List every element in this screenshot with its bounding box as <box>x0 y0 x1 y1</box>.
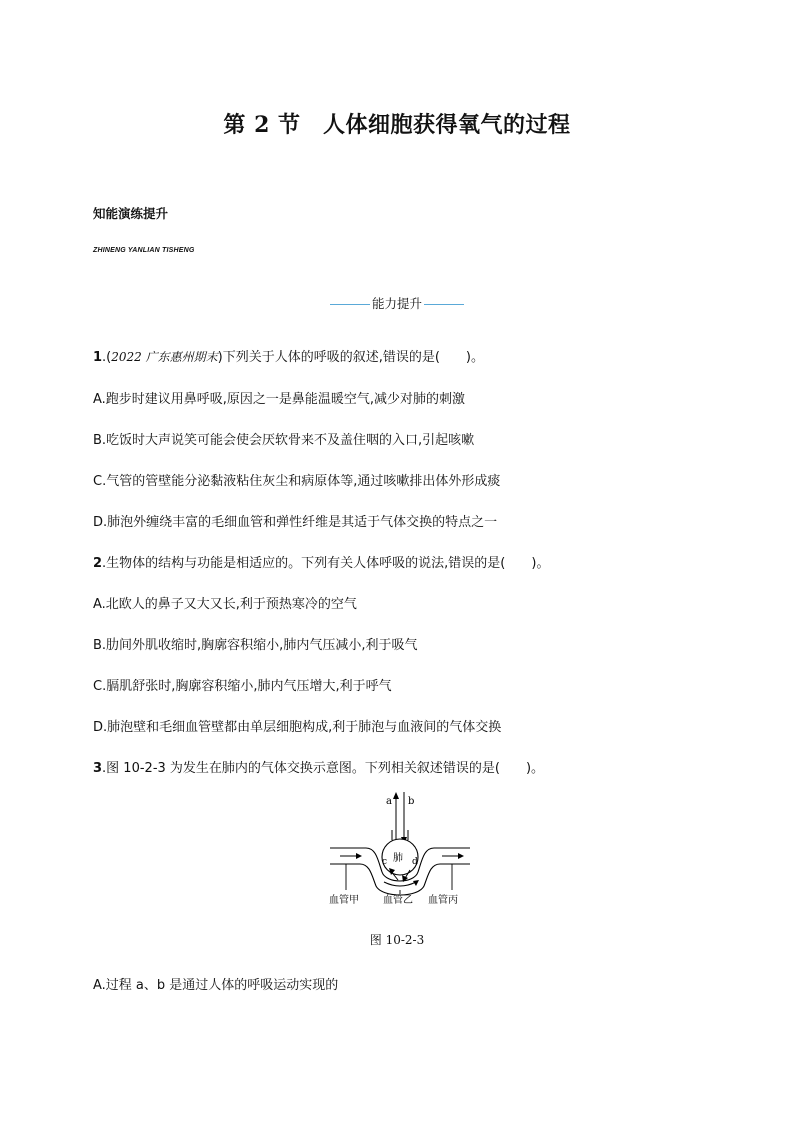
label-alveolus: 肺 <box>393 853 403 864</box>
question-3-option-a: A.过程 a、b 是通过人体的呼吸运动实现的 <box>93 978 339 993</box>
divider-line-left <box>330 304 370 305</box>
label-vessel-3: 血管丙 <box>428 895 458 906</box>
divider-line-right <box>424 304 464 305</box>
question-1-option-b: B.吃饭时大声说笑可能会使会厌软骨来不及盖住咽的入口,引起咳嗽 <box>93 433 475 448</box>
label-b: b <box>408 796 415 807</box>
question-2-option-a: A.北欧人的鼻子又大又长,利于预热寒冷的空气 <box>93 597 357 612</box>
question-1-option-c: C.气管的管壁能分泌黏液粘住灰尘和病原体等,通过咳嗽排出体外形成痰 <box>93 474 501 489</box>
page-title: 第 2 节 人体细胞获得氧气的过程 <box>223 112 571 138</box>
question-1-option-a: A.跑步时建议用鼻呼吸,原因之一是鼻能温暖空气,减少对肺的刺激 <box>93 392 466 407</box>
arrow-a-head <box>393 792 399 799</box>
section-pinyin: ZHINENG YANLIAN TISHENG <box>93 247 195 254</box>
question-number: 3 <box>93 761 103 776</box>
divider-heading <box>0 294 794 312</box>
label-c: c <box>382 857 388 867</box>
flow-arrow-bottom <box>384 882 416 886</box>
question-1-stem: 1.(2022 广东惠州期末)下列关于人体的呼吸的叙述,错误的是( )。 <box>93 350 484 365</box>
label-a: a <box>386 796 392 807</box>
question-number: 2 <box>93 556 103 571</box>
question-2-stem: 2.生物体的结构与功能是相适应的。下列有关人体呼吸的说法,错误的是( )。 <box>93 556 550 571</box>
question-number: 1 <box>93 350 103 365</box>
section-heading: 知能演练提升 <box>93 206 169 221</box>
question-source: 2022 广东惠州期末 <box>111 350 218 364</box>
label-vessel-1: 血管甲 <box>329 895 359 906</box>
label-vessel-2: 血管乙 <box>383 895 413 906</box>
gas-exchange-diagram <box>320 790 480 915</box>
question-2-option-b: B.肋间外肌收缩时,胸廓容积缩小,肺内气压减小,利于吸气 <box>93 638 418 653</box>
label-d: d <box>412 857 418 867</box>
divider-label: 能力提升 <box>371 296 422 311</box>
question-2-option-c: C.膈肌舒张时,胸廓容积缩小,肺内气压增大,利于呼气 <box>93 679 392 694</box>
question-1-option-d: D.肺泡外缠绕丰富的毛细血管和弹性纤维是其适于气体交换的特点之一 <box>93 515 498 530</box>
figure-caption: 图 10-2-3 <box>369 933 425 947</box>
question-2-option-d: D.肺泡壁和毛细血管壁都由单层细胞构成,利于肺泡与血液间的气体交换 <box>93 720 502 735</box>
question-3-stem: 3.图 10-2-3 为发生在肺内的气体交换示意图。下列相关叙述错误的是( )。 <box>93 761 545 776</box>
